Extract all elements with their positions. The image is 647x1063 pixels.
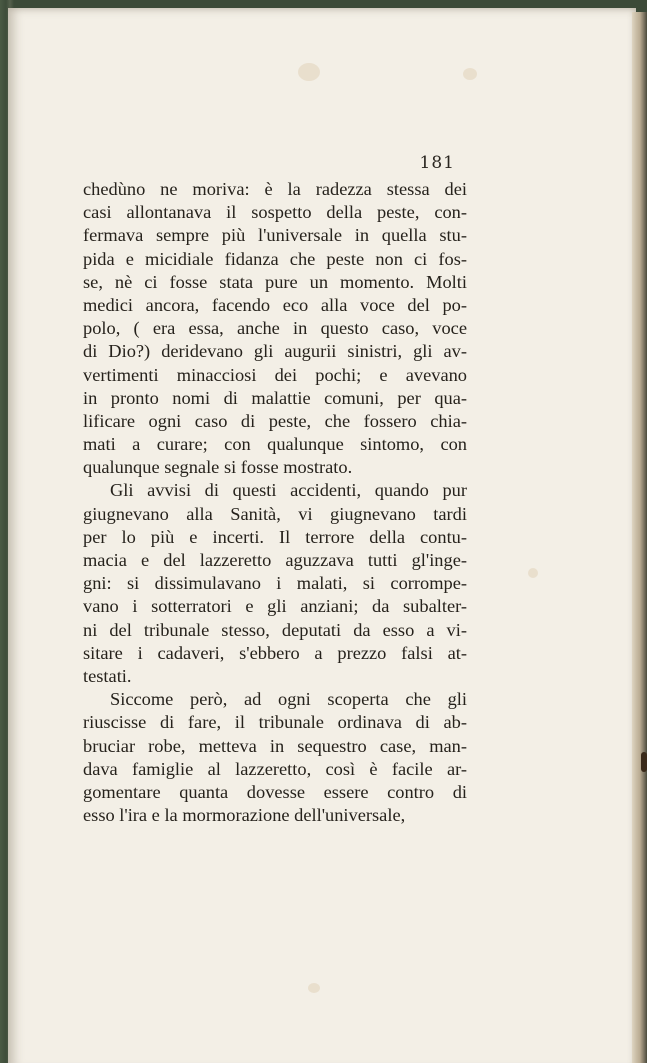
text-line: fermava sempre più l'universale in quella stu- <box>83 225 467 246</box>
text-line: polo, ( era essa, anche in questo caso, voce <box>83 318 467 339</box>
paper-stain <box>528 568 538 578</box>
text-line: in pronto nomi di malattie comuni, per qua- <box>83 387 467 408</box>
text-line: per lo più e incerti. Il terrore della contu- <box>83 526 467 547</box>
text-line: gomentare quanta dovesse essere contro di <box>83 781 467 802</box>
paper-stain <box>298 63 320 81</box>
text-line: esso l'ira e la mormorazione dell'universale, <box>83 805 406 826</box>
text-line: vano i sotterratori e gli anziani; da subalter- <box>83 596 467 617</box>
text-line: medici ancora, facendo eco alla voce del po- <box>83 294 467 315</box>
text-line: sitare i cadaveri, s'ebbero a prezzo falsi at- <box>83 642 467 663</box>
paragraph <box>83 178 467 479</box>
paper-stain <box>308 983 320 993</box>
text-line: di Dio?) deridevano gli augurii sinistri, gli av- <box>83 341 467 362</box>
text-line: Gli avvisi di questi accidenti, quando pur <box>110 480 467 501</box>
paper-stain <box>463 68 477 80</box>
text-line: Siccome però, ad ogni scoperta che gli <box>110 689 467 710</box>
text-line: riuscisse di fare, il tribunale ordinava di ab- <box>83 712 467 733</box>
text-line: se, nè ci fosse stata pure un momento. Molti <box>83 271 467 292</box>
text-line: qualunque segnale si fosse mostrato. <box>83 457 353 478</box>
text-line: dava famiglie al lazzeretto, così è facile ar- <box>83 758 467 779</box>
text-line: casi allontanava il sospetto della peste, con- <box>83 202 467 223</box>
text-line: lificare ogni caso di peste, che fossero chia- <box>83 410 467 431</box>
paragraph <box>83 479 467 688</box>
text-line: ni del tribunale stesso, deputati da esso a vi- <box>83 619 467 640</box>
text-line: vertimenti minacciosi dei pochi; e avevano <box>83 364 467 385</box>
paper-sheet <box>8 8 636 1063</box>
page-number: 181 <box>419 153 455 173</box>
body-text <box>83 178 467 827</box>
text-line: mati a curare; con qualunque sintomo, con <box>83 434 467 455</box>
text-line: testati. <box>83 665 132 686</box>
text-line: bruciar robe, metteva in sequestro case, man- <box>83 735 467 756</box>
text-line: gni: si dissimulavano i malati, si corrompe- <box>83 573 467 594</box>
text-line: chedùno ne moriva: è la radezza stessa dei <box>83 179 467 199</box>
ink-mark <box>641 752 647 772</box>
text-line: macia e del lazzeretto aguzzava tutti gl'inge- <box>83 550 467 570</box>
paragraph <box>83 688 467 827</box>
page-edge <box>632 12 647 1063</box>
text-line: giugnevano alla Sanità, vi giugnevano tardi <box>83 503 467 524</box>
text-line: pida e micidiale fidanza che peste non ci fos- <box>83 248 467 269</box>
